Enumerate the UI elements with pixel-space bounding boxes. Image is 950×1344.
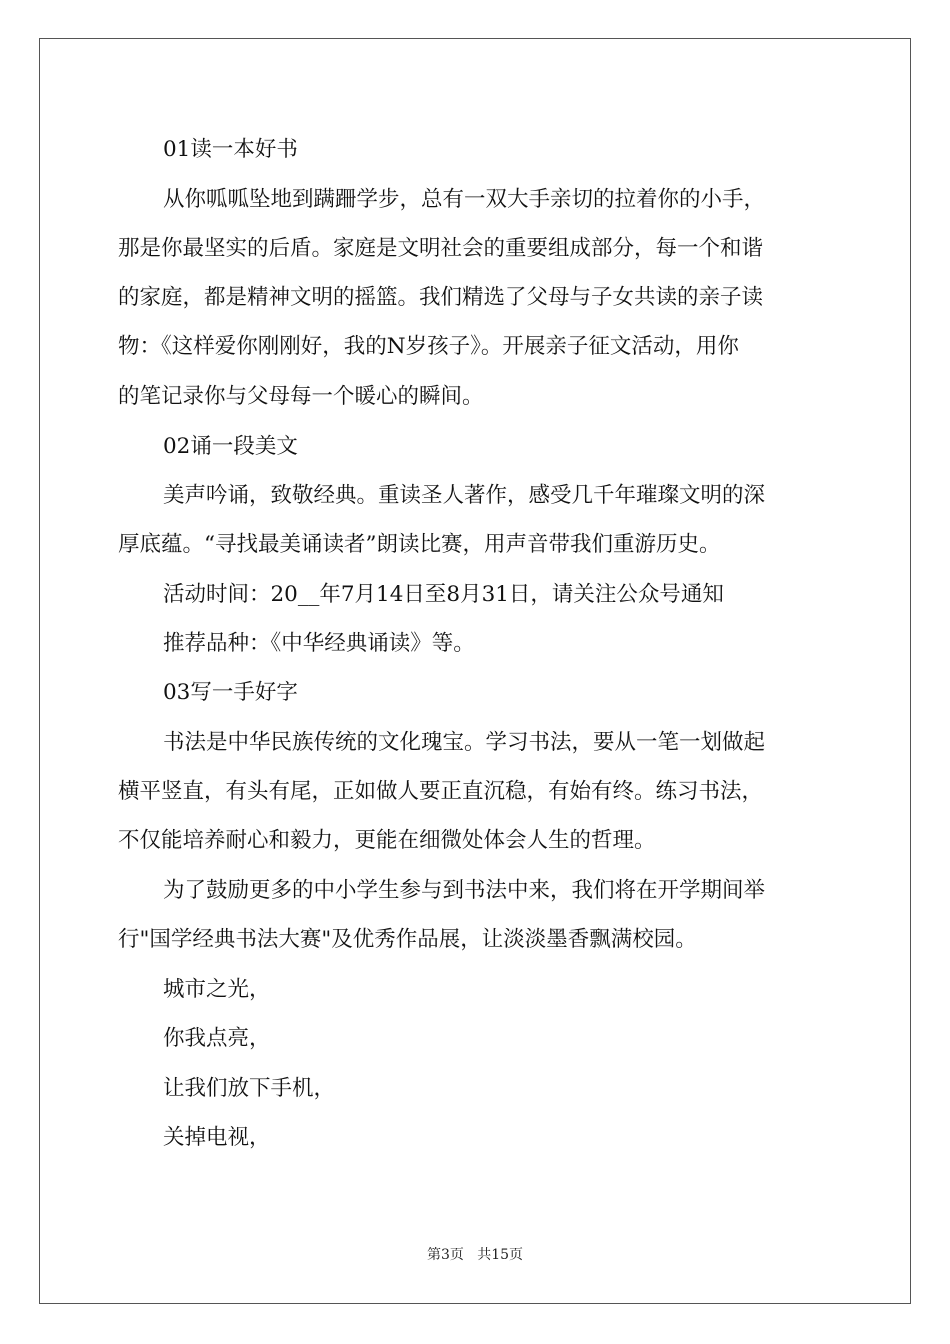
section-heading-recitation: 02诵一段美文	[163, 434, 298, 459]
poem-line: 你我点亮，	[163, 1026, 271, 1051]
paragraph-line: 从你呱呱坠地到蹒跚学步，总有一双大手亲切的拉着你的小手，	[163, 187, 766, 212]
paragraph-line: 物：《这样爱你刚刚好，我的N岁孩子》。开展亲子征文活动，用你	[118, 334, 739, 359]
poem-line: 关掉电视，	[163, 1125, 271, 1150]
paragraph-line: 行"国学经典书法大赛"及优秀作品展，让淡淡墨香飘满校园。	[118, 927, 697, 952]
total-suffix: 页	[509, 1247, 524, 1263]
page-prefix: 第	[426, 1247, 441, 1263]
paragraph-line: 美声吟诵，致敬经典。重读圣人著作，感受几千年璀璨文明的深	[163, 483, 766, 508]
total-prefix: 共	[477, 1247, 492, 1263]
total-pages: 15	[491, 1247, 510, 1263]
poem-line: 城市之光，	[163, 977, 271, 1002]
page-number: 3	[440, 1247, 450, 1263]
poem-line: 让我们放下手机，	[163, 1076, 336, 1101]
section-heading-calligraphy: 03写一手好字	[163, 680, 298, 705]
paragraph-line: 为了鼓励更多的中小学生参与到书法中来，我们将在开学期间举	[163, 878, 766, 903]
paragraph-line: 书法是中华民族传统的文化瑰宝。学习书法，要从一笔一划做起	[163, 730, 766, 755]
paragraph-line: 的笔记录你与父母每一个暖心的瞬间。	[118, 384, 484, 409]
page-frame	[39, 38, 911, 1304]
page-suffix: 页	[449, 1247, 464, 1263]
paragraph-line: 厚底蕴。“寻找最美诵读者”朗读比赛，用声音带我们重游历史。	[118, 532, 721, 557]
paragraph-line: 那是你最坚实的后盾。家庭是文明社会的重要组成部分，每一个和谐	[118, 236, 764, 261]
paragraph-line: 的家庭，都是精神文明的摇篮。我们精选了父母与子女共读的亲子读	[118, 285, 764, 310]
page-footer	[0, 1244, 950, 1264]
section-heading-reading: 01读一本好书	[163, 137, 298, 162]
recommended-titles: 推荐品种：《中华经典诵读》等。	[163, 631, 475, 656]
paragraph-line: 不仅能培养耐心和毅力，更能在细微处体会人生的哲理。	[118, 828, 656, 853]
activity-time: 活动时间：20__年7月14日至8月31日，请关注公众号通知	[163, 582, 724, 607]
paragraph-line: 横平竖直，有头有尾，正如做人要正直沉稳，有始有终。练习书法，	[118, 779, 764, 804]
